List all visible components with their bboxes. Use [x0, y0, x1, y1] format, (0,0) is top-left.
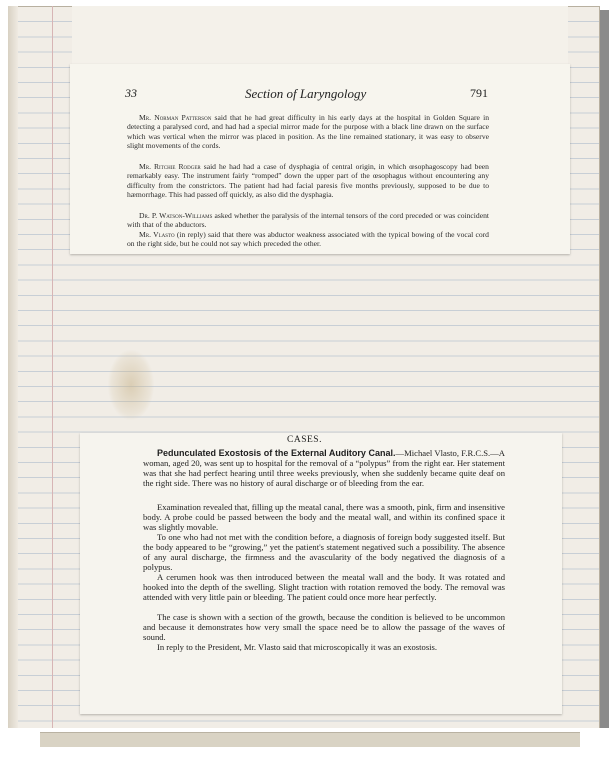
- paragraph-text: (in reply) said that there was abductor weakness associated with the typical bowing of the vocal cord on the right side, but he could not say which preceded the other.: [127, 230, 489, 249]
- case-paragraph: To one who had not met with the condition before, a diagnosis of foreign body suggested itself. But the body appeared to be “growing,” yet the patient's statement negatived such a possibility. The absence of any aural discharge, the firmness and the avascularity of the body negatived the diagnosis of a polypus.: [143, 532, 505, 572]
- page-number-left: 33: [125, 86, 137, 100]
- case-paragraph: The case is shown with a section of the growth, because the condition is believed to be uncommon and because it demonstrates how very small the space need be to allow the passage of the waves of sound.: [143, 612, 505, 642]
- paragraph-watson-williams: [127, 211, 489, 230]
- folded-flap: [72, 6, 568, 65]
- bottom-margin: [0, 728, 609, 760]
- paragraph-text: said he had had a case of dysphagia of central origin, in which œsophagoscopy had been remarkably easy. The instrument fairly “romped” down the upper part of the œsophagus without encountering any difficulty from the constrictors. The patient had had facial paresis five months previously, supposed to be due to hæmorrhage. This had passed off quickly, as also did the dysphagia.: [127, 162, 489, 200]
- page-binding: [8, 6, 18, 730]
- paragraph-text: asked whether the paralysis of the internal tensors of the cord preceded or was coincident with that of the abductors.: [127, 211, 489, 230]
- paragraph-vlasto-reply: [127, 230, 489, 249]
- margin-rule: [52, 6, 53, 730]
- paragraph-patterson: [127, 113, 489, 151]
- speaker-name: Mr. Vlasto: [139, 230, 175, 239]
- page-stain: [108, 350, 154, 420]
- speaker-name: Mr. Ritchie Rodger: [139, 162, 201, 171]
- page-number-right: 791: [470, 86, 488, 100]
- speaker-name: Mr. Norman Patterson: [139, 113, 212, 122]
- running-head: Section of Laryngology: [245, 86, 367, 101]
- case-first-paragraph: [143, 449, 505, 489]
- bottom-tape-strip: [40, 732, 580, 747]
- case-title: Pedunculated Exostosis of the External Auditory Canal.: [157, 448, 396, 458]
- case-paragraph: A cerumen hook was then introduced between the meatal wall and the body. It was rotated and hooked into the depth of the swelling. Slight traction with rotation removed the body. The removal was attended with very little pain or bleeding. The patient could once more hear perfectly.: [143, 572, 505, 602]
- paragraph-rodger: [127, 162, 489, 200]
- speaker-name: Dr. P. Watson-Williams: [139, 211, 213, 220]
- paragraph-text: said that he had great difficulty in his early days at the hospital in Golden Square in detecting a paralysed cord, and had had a special mirror made for the purpose with a black line drawn on the surface which was vertical when the mirror was placed in position. As the line remained stationary, it was easy to observe slight movements of the cords.: [127, 113, 489, 151]
- case-paragraph: Examination revealed that, filling up the meatal canal, there was a smooth, pink, firm and insensitive body. A probe could be passed between the body and the meatal wall, and within its confined space it was slightly movable.: [143, 502, 505, 532]
- case-intro-text: —Michael Vlasto, F.R.C.S.—A woman, aged 20, was sent up to hospital for the removal of a “polypus” from the right ear. Her statement was that she had perfect hearing until three weeks previously, when she suddenly became quite deaf on the right side. There was no history of aural discharge or of bleeding from the ear.: [143, 448, 505, 488]
- case-paragraph: In reply to the President, Mr. Vlasto said that microscopically it was an exostosis.: [157, 642, 438, 652]
- section-heading: CASES.: [287, 435, 322, 445]
